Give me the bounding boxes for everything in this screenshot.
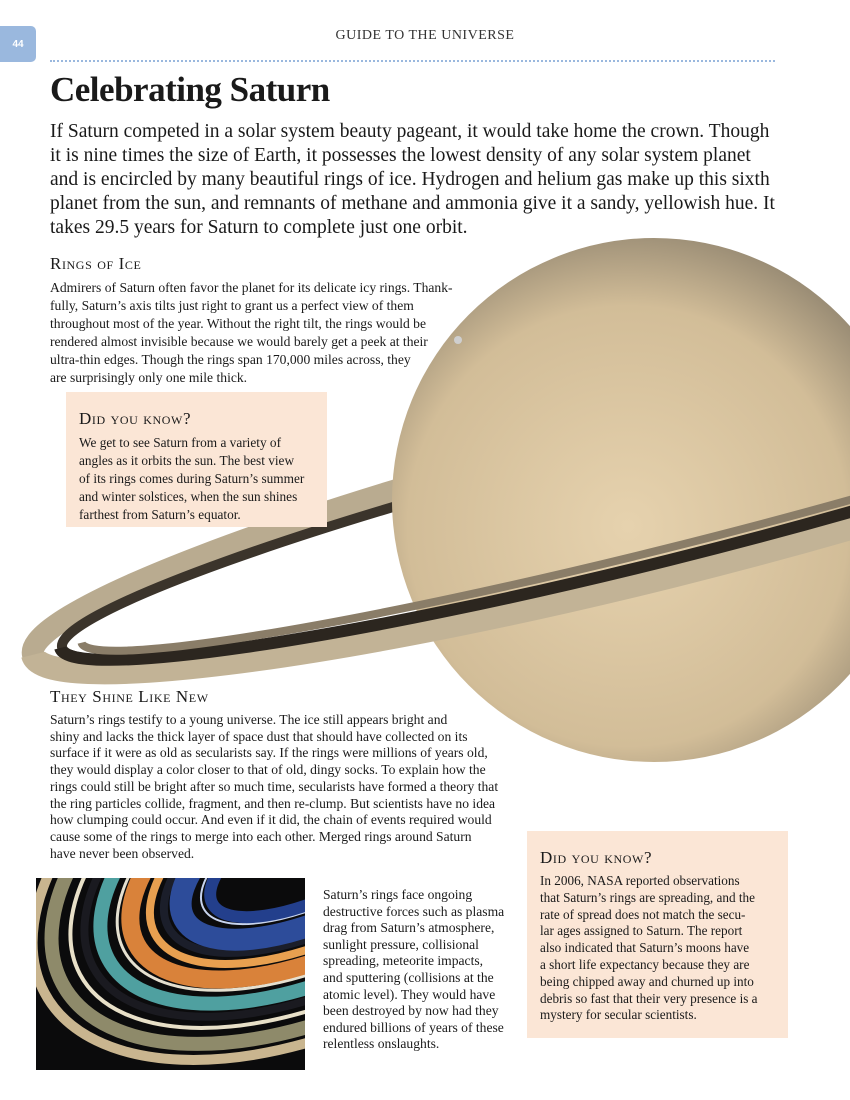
text-line: cause some of the rings to merge into each other. Merged rings around Saturn — [50, 828, 472, 844]
caption-line: been destroyed by now had they — [323, 1003, 499, 1019]
intro-line: it is nine times the size of Earth, it possesses the lowest density of any solar system planet — [50, 145, 751, 166]
text-line: angles as it orbits the sun. The best view — [79, 453, 295, 468]
text-line: surface if it were as old as secularists say. If the rings were millions of years old, — [50, 745, 488, 761]
intro-line: planet from the sun, and remnants of methane and ammonia give it a sandy, yellowish hue. It — [50, 193, 775, 214]
did-you-know-text — [540, 873, 758, 1024]
text-line: how clumping could occur. And even if it did, the chain of events required would — [50, 812, 492, 828]
text-line: debris so fast that their very presence is a — [540, 990, 758, 1006]
running-head: GUIDE TO THE UNIVERSE — [335, 28, 515, 43]
section-heading-rings-of-ice: Rings of Ice — [50, 254, 142, 273]
text-line: they would display a color closer to that of old, dingy socks. To explain how the — [50, 762, 486, 778]
caption-line: endured billions of years of these — [323, 1019, 504, 1035]
text-line: shiny and lacks the thick layer of space dust that should have collected on its — [50, 728, 468, 744]
caption-line: spreading, meteorite impacts, — [323, 953, 484, 969]
caption-line: and sputtering (collisions at the — [323, 969, 494, 985]
text-line: also indicated that Saturn’s moons have — [540, 940, 750, 956]
did-you-know-heading: Did you know? — [540, 848, 653, 867]
text-line: mystery for secular scientists. — [540, 1007, 697, 1023]
text-line: Saturn’s rings testify to a young universe. The ice still appears bright and — [50, 712, 448, 727]
intro-line: and is encircled by many beautiful rings of ice. Hydrogen and helium gas make up this sixth — [50, 169, 770, 190]
dotted-divider — [50, 60, 775, 62]
text-line: and winter solstices, when the sun shines — [79, 489, 298, 504]
intro-line: If Saturn competed in a solar system beauty pageant, it would take home the crown. Though — [50, 121, 770, 142]
image-caption — [323, 887, 504, 1053]
caption-line: Saturn’s rings face ongoing — [323, 887, 473, 902]
intro-line: takes 29.5 years for Saturn to complete just one orbit. — [50, 217, 468, 238]
text-line: In 2006, NASA reported observations — [540, 873, 740, 888]
did-you-know-text — [79, 434, 304, 524]
text-line: farthest from Saturn’s equator. — [79, 507, 241, 522]
shine-like-new-paragraph — [50, 712, 498, 862]
text-line: throughout most of the year. Without the right tilt, the rings would be — [50, 316, 427, 331]
text-line: We get to see Saturn from a variety of — [79, 435, 282, 450]
caption-line: sunlight pressure, collisional — [323, 936, 479, 952]
text-line: being chipped away and churned up into — [540, 973, 754, 989]
caption-line: destructive forces such as plasma — [323, 903, 505, 919]
rings-closeup-image — [36, 878, 305, 1070]
text-line: that Saturn’s rings are spreading, and the — [540, 889, 755, 905]
text-line: a short life expectancy because they are — [540, 956, 750, 972]
text-line: of its rings comes during Saturn’s summer — [79, 471, 305, 486]
caption-line: drag from Saturn’s atmosphere, — [323, 920, 495, 936]
text-line: ultra-thin edges. Though the rings span 170,000 miles across, they — [50, 352, 411, 367]
text-line: the ring particles collide, fragment, and then re-clump. But scientists have no idea — [50, 795, 496, 811]
text-line: rendered almost invisible because we would barely get a peek at their — [50, 334, 428, 349]
caption-line: relentless onslaughts. — [323, 1036, 440, 1052]
text-line: fully, Saturn’s axis tilts just right to grant us a perfect view of them — [50, 298, 414, 313]
did-you-know-heading: Did you know? — [79, 409, 192, 428]
text-line: lar ages assigned to Saturn. The report — [540, 923, 743, 939]
text-line: are surprisingly only one mile thick. — [50, 370, 248, 385]
did-you-know-box-2 — [527, 831, 788, 1038]
text-line: Admirers of Saturn often favor the planet for its delicate icy rings. Thank- — [50, 280, 453, 295]
text-line: rings could still be bright after so much time, secularists have formed a theory that — [50, 778, 499, 794]
text-line: rate of spread does not match the secu- — [540, 906, 746, 922]
page-number: 44 — [12, 38, 24, 50]
did-you-know-box-1 — [66, 392, 327, 527]
section-heading-shine-like-new: They Shine Like New — [50, 687, 209, 706]
text-line: have never been observed. — [50, 845, 195, 861]
page-title: Celebrating Saturn — [50, 70, 330, 109]
caption-line: atomic level). They would have — [323, 986, 496, 1002]
rings-of-ice-paragraph — [50, 279, 453, 387]
